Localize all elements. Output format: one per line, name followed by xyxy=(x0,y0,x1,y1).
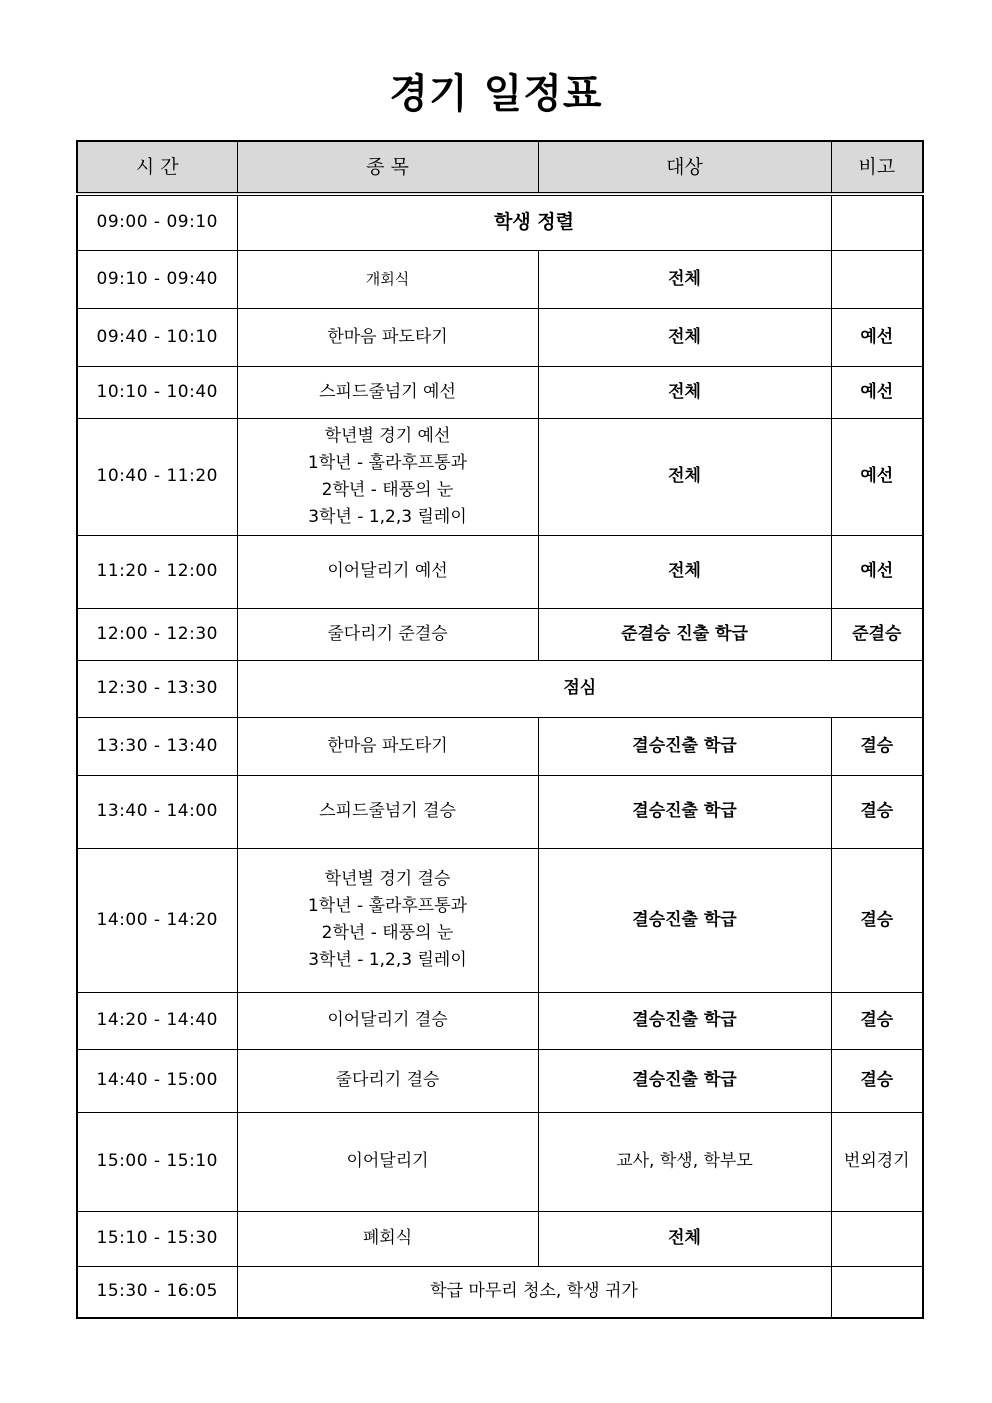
target-cell: 전체 xyxy=(538,366,831,418)
time-cell: 09:40 - 10:10 xyxy=(77,308,237,366)
event-cell: 폐회식 xyxy=(237,1211,538,1266)
target-cell: 교사, 학생, 학부모 xyxy=(538,1112,831,1211)
event-cell: 한마음 파도타기 xyxy=(237,717,538,775)
header-event: 종 목 xyxy=(237,141,538,194)
target-cell: 전체 xyxy=(538,418,831,535)
page-title: 경기 일정표 xyxy=(389,71,603,117)
event-cell: 스피드줄넘기 결승 xyxy=(237,775,538,848)
target-cell: 결승진출 학급 xyxy=(538,717,831,775)
event-line: 3학년 - 1,2,3 릴레이 xyxy=(308,506,467,527)
table-row xyxy=(77,1112,923,1211)
table-row xyxy=(77,1211,923,1266)
event-cell: 이어달리기 xyxy=(237,1112,538,1211)
time-cell: 10:10 - 10:40 xyxy=(77,366,237,418)
event-line: 2학년 - 태풍의 눈 xyxy=(321,923,454,943)
note-cell: 예선 xyxy=(831,366,923,418)
note-cell: 번외경기 xyxy=(831,1112,923,1211)
target-cell: 결승진출 학급 xyxy=(538,1049,831,1112)
target-cell: 전체 xyxy=(538,535,831,608)
note-cell xyxy=(831,194,923,250)
target-cell: 전체 xyxy=(538,1211,831,1266)
event-cell: 학급 마무리 청소, 학생 귀가 xyxy=(237,1266,831,1318)
event-line: 1학년 - 훌라후프통과 xyxy=(307,452,468,473)
event-line: 학년별 경기 예선 xyxy=(324,425,451,446)
table-row xyxy=(77,608,923,660)
time-cell: 11:20 - 12:00 xyxy=(77,535,237,608)
table-row xyxy=(77,1266,923,1318)
note-cell: 결승 xyxy=(831,848,923,992)
table-row xyxy=(77,366,923,418)
event-cell: 학생 정렬 xyxy=(237,194,831,250)
event-line: 2학년 - 태풍의 눈 xyxy=(321,479,454,500)
event-cell: 점심 xyxy=(237,660,923,717)
table-row xyxy=(77,308,923,366)
target-cell: 결승진출 학급 xyxy=(538,775,831,848)
note-cell: 예선 xyxy=(831,418,923,535)
event-cell xyxy=(237,848,538,992)
table-row xyxy=(77,418,923,535)
time-cell: 14:00 - 14:20 xyxy=(77,848,237,992)
schedule-table xyxy=(76,140,924,1319)
time-cell: 13:30 - 13:40 xyxy=(77,717,237,775)
event-cell: 개회식 xyxy=(237,250,538,308)
table-row xyxy=(77,250,923,308)
time-cell: 13:40 - 14:00 xyxy=(77,775,237,848)
time-cell: 15:00 - 15:10 xyxy=(77,1112,237,1211)
header-note: 비고 xyxy=(831,141,923,194)
note-cell: 준결승 xyxy=(831,608,923,660)
time-cell: 15:10 - 15:30 xyxy=(77,1211,237,1266)
target-cell: 결승진출 학급 xyxy=(538,848,831,992)
target-cell: 전체 xyxy=(538,250,831,308)
event-line: 3학년 - 1,2,3 릴레이 xyxy=(308,950,467,970)
note-cell xyxy=(831,1211,923,1266)
header-row xyxy=(77,141,923,194)
event-cell: 이어달리기 결승 xyxy=(237,992,538,1049)
target-cell: 결승진출 학급 xyxy=(538,992,831,1049)
event-cell: 줄다리기 결승 xyxy=(237,1049,538,1112)
note-cell xyxy=(831,250,923,308)
table-row xyxy=(77,535,923,608)
header-time: 시 간 xyxy=(77,141,237,194)
table-row xyxy=(77,992,923,1049)
table-row xyxy=(77,660,923,717)
header-target: 대상 xyxy=(538,141,831,194)
time-cell: 12:30 - 13:30 xyxy=(77,660,237,717)
event-cell: 한마음 파도타기 xyxy=(237,308,538,366)
note-cell xyxy=(831,1266,923,1318)
event-cell: 이어달리기 예선 xyxy=(237,535,538,608)
time-cell: 10:40 - 11:20 xyxy=(77,418,237,535)
event-cell: 스피드줄넘기 예선 xyxy=(237,366,538,418)
table-row xyxy=(77,717,923,775)
target-cell: 준결승 진출 학급 xyxy=(538,608,831,660)
time-cell: 14:40 - 15:00 xyxy=(77,1049,237,1112)
time-cell: 09:10 - 09:40 xyxy=(77,250,237,308)
event-line: 학년별 경기 결승 xyxy=(324,869,451,889)
event-cell xyxy=(237,418,538,535)
note-cell: 예선 xyxy=(831,535,923,608)
time-cell: 12:00 - 12:30 xyxy=(77,608,237,660)
time-cell: 09:00 - 09:10 xyxy=(77,194,237,250)
note-cell: 예선 xyxy=(831,308,923,366)
event-line: 1학년 - 훌라후프통과 xyxy=(307,896,468,916)
note-cell: 결승 xyxy=(831,717,923,775)
table-row xyxy=(77,194,923,250)
target-cell: 전체 xyxy=(538,308,831,366)
time-cell: 14:20 - 14:40 xyxy=(77,992,237,1049)
table-row xyxy=(77,775,923,848)
table-row xyxy=(77,1049,923,1112)
time-cell: 15:30 - 16:05 xyxy=(77,1266,237,1318)
table-row xyxy=(77,848,923,992)
note-cell: 결승 xyxy=(831,1049,923,1112)
note-cell: 결승 xyxy=(831,775,923,848)
event-cell: 줄다리기 준결승 xyxy=(237,608,538,660)
note-cell: 결승 xyxy=(831,992,923,1049)
